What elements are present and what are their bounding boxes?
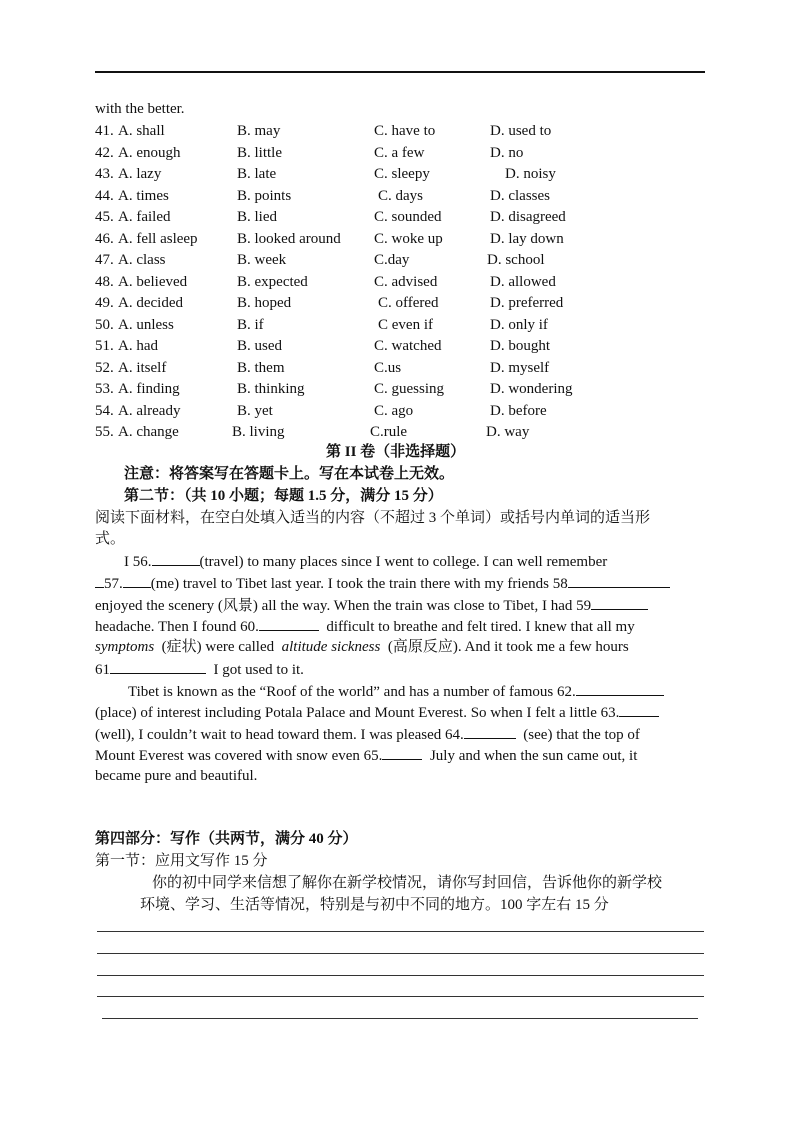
option-b[interactable]: B. looked around bbox=[237, 230, 341, 247]
option-d[interactable]: D. allowed bbox=[490, 273, 556, 290]
question-row bbox=[0, 337, 800, 358]
question-row bbox=[0, 380, 800, 401]
volume2-title: 第 II 卷（非选择题） bbox=[326, 444, 466, 460]
option-c[interactable]: C. advised bbox=[374, 273, 438, 290]
option-c[interactable]: C. ago bbox=[374, 402, 414, 419]
question-number: 45. bbox=[95, 209, 114, 225]
question-number: 55. bbox=[95, 424, 114, 440]
question-number: 47. bbox=[95, 252, 114, 268]
question-number: 46. bbox=[95, 230, 114, 247]
question-number: 50. bbox=[95, 316, 114, 333]
question-row bbox=[0, 423, 800, 444]
option-d[interactable]: D. classes bbox=[490, 187, 550, 204]
passage-line: (well), I couldn’t wait to head toward them. I was pleased 64. (see) that the top of bbox=[95, 724, 640, 744]
option-a[interactable]: A. unless bbox=[118, 316, 174, 333]
option-a[interactable]: A. finding bbox=[118, 381, 180, 397]
question-row bbox=[0, 402, 800, 423]
option-c[interactable]: C. have to bbox=[374, 123, 436, 139]
option-b[interactable]: B. may bbox=[237, 123, 281, 139]
blank-58[interactable] bbox=[568, 573, 670, 588]
option-d[interactable]: D. only if bbox=[490, 316, 548, 333]
option-b[interactable]: B. expected bbox=[237, 273, 308, 290]
option-a[interactable]: A. decided bbox=[118, 295, 183, 311]
option-a[interactable]: A. failed bbox=[118, 209, 171, 225]
option-d[interactable]: D. disagreed bbox=[490, 209, 566, 225]
section1-title: 第一节：应用文写作 15 分 bbox=[95, 853, 268, 869]
note: 注意：将答案写在答题卡上。写在本试卷上无效。 bbox=[124, 466, 455, 482]
option-b[interactable]: B. lied bbox=[237, 209, 277, 225]
option-a[interactable]: A. fell asleep bbox=[118, 230, 198, 247]
passage-line: Tibet is known as the “Roof of the world” and has a number of famous 62. bbox=[128, 681, 664, 701]
question-number: 42. bbox=[95, 144, 114, 161]
question-number: 48. bbox=[95, 273, 114, 290]
question-number: 44. bbox=[95, 187, 114, 204]
option-a[interactable]: A. already bbox=[118, 402, 181, 419]
option-c[interactable]: C. sounded bbox=[374, 209, 442, 225]
question-row bbox=[0, 144, 800, 165]
option-c[interactable]: C. woke up bbox=[374, 230, 443, 247]
blank-59[interactable] bbox=[591, 595, 648, 610]
option-b[interactable]: B. if bbox=[237, 316, 264, 333]
option-b[interactable]: B. hoped bbox=[237, 295, 292, 311]
question-number: 41. bbox=[95, 123, 114, 139]
option-d[interactable]: D. no bbox=[490, 144, 524, 161]
option-c[interactable]: C. guessing bbox=[374, 381, 445, 397]
option-c[interactable]: C. sleepy bbox=[374, 166, 430, 182]
blank-62[interactable] bbox=[576, 681, 664, 696]
option-a[interactable]: A. times bbox=[118, 187, 169, 204]
blank-61[interactable] bbox=[110, 659, 206, 674]
passage-line: I 56. (travel) to many places since I went to college. I can well remember bbox=[124, 551, 607, 571]
blank-65[interactable] bbox=[382, 745, 422, 760]
task-line-1: 你的初中同学来信想了解你在新学校情况，请你写封回信，告诉他你的新学校 bbox=[152, 875, 663, 891]
question-row bbox=[0, 316, 800, 337]
blank-63[interactable] bbox=[619, 702, 659, 717]
question-number: 53. bbox=[95, 381, 114, 397]
passage-line: symptoms (症状) were called altitude sickness (高原反应). And it took me a few hours bbox=[95, 639, 629, 655]
passage-line: enjoyed the scenery (风景) all the way. When the train was close to Tibet, I had 59 bbox=[95, 595, 648, 615]
passage-line: 57. (me) travel to Tibet last year. I took the train there with my friends 58 bbox=[95, 573, 670, 593]
option-c[interactable]: C.rule bbox=[370, 424, 408, 440]
option-d[interactable]: D. before bbox=[490, 402, 547, 419]
writing-line[interactable] bbox=[97, 953, 704, 954]
option-a[interactable]: A. class bbox=[118, 252, 166, 268]
passage-line: (place) of interest including Potala Palace and Mount Everest. So when I felt a little 63. bbox=[95, 702, 659, 722]
question-row bbox=[0, 122, 800, 143]
option-b[interactable]: B. living bbox=[232, 424, 285, 440]
option-d[interactable]: D. myself bbox=[490, 359, 550, 376]
passage-line: Mount Everest was covered with snow even 65. July and when the sun came out, it bbox=[95, 745, 637, 765]
option-a[interactable]: A. lazy bbox=[118, 166, 162, 182]
section2-title: 第二节：（共 10 小题；每题 1.5 分，满分 15 分） bbox=[124, 488, 443, 504]
blank-pre-57 bbox=[95, 573, 104, 588]
option-d[interactable]: D. school bbox=[487, 252, 545, 268]
option-c[interactable]: C. days bbox=[378, 187, 423, 204]
option-b[interactable]: B. points bbox=[237, 187, 292, 204]
instruction-line-1: 阅读下面材料，在空白处填入适当的内容（不超过 3 个单词）或括号内单词的适当形 bbox=[95, 510, 651, 526]
option-d[interactable]: D. lay down bbox=[490, 230, 564, 247]
option-c[interactable]: C.us bbox=[374, 359, 402, 376]
writing-line[interactable] bbox=[97, 996, 704, 997]
blank-60[interactable] bbox=[259, 616, 319, 631]
question-row bbox=[0, 273, 800, 294]
option-d[interactable]: D. preferred bbox=[490, 295, 564, 311]
option-b[interactable]: B. little bbox=[237, 144, 282, 161]
passage-line: became pure and beautiful. bbox=[95, 768, 258, 784]
writing-line[interactable] bbox=[102, 1018, 698, 1019]
option-b[interactable]: B. yet bbox=[237, 402, 273, 419]
option-c[interactable]: C. offered bbox=[378, 295, 439, 311]
option-d[interactable]: D. noisy bbox=[505, 166, 556, 182]
instruction-line-2: 式。 bbox=[95, 531, 126, 547]
option-a[interactable]: A. change bbox=[118, 424, 179, 440]
option-b[interactable]: B. week bbox=[237, 252, 287, 268]
question-number: 43. bbox=[95, 166, 114, 182]
option-c[interactable]: C. watched bbox=[374, 338, 442, 354]
question-row bbox=[0, 359, 800, 380]
blank-56[interactable] bbox=[152, 551, 200, 566]
option-a[interactable]: A. itself bbox=[118, 359, 167, 376]
blank-57[interactable] bbox=[123, 573, 151, 588]
option-b[interactable]: B. late bbox=[237, 166, 277, 182]
question-row bbox=[0, 187, 800, 208]
option-b[interactable]: B. used bbox=[237, 338, 282, 354]
option-a[interactable]: A. shall bbox=[118, 123, 165, 139]
passage-line: headache. Then I found 60. difficult to breathe and felt tired. I knew that all my bbox=[95, 616, 635, 636]
option-b[interactable]: B. them bbox=[237, 359, 285, 376]
option-a[interactable]: A. had bbox=[118, 338, 158, 354]
option-c[interactable]: C even if bbox=[378, 316, 433, 333]
blank-64[interactable] bbox=[464, 724, 516, 739]
question-number: 54. bbox=[95, 402, 114, 419]
part4-title: 第四部分：写作（共两节，满分 40 分） bbox=[95, 831, 358, 847]
option-d[interactable]: D. way bbox=[486, 424, 530, 440]
header-rule bbox=[95, 71, 705, 73]
option-c[interactable]: C. a few bbox=[374, 144, 425, 161]
option-d[interactable]: D. bought bbox=[490, 338, 550, 354]
question-row bbox=[0, 251, 800, 272]
question-row bbox=[0, 230, 800, 251]
question-number: 49. bbox=[95, 295, 114, 311]
question-row bbox=[0, 294, 800, 315]
question-row bbox=[0, 165, 800, 186]
question-number: 52. bbox=[95, 359, 114, 376]
intro-tail: with the better. bbox=[95, 101, 185, 117]
option-b[interactable]: B. thinking bbox=[237, 381, 305, 397]
writing-line[interactable] bbox=[97, 975, 704, 976]
task-line-2: 环境、学习、生活等情况，特别是与初中不同的地方。100 字左右 15 分 bbox=[140, 897, 609, 913]
option-d[interactable]: D. used to bbox=[490, 123, 552, 139]
option-a[interactable]: A. believed bbox=[118, 273, 188, 290]
option-c[interactable]: C.day bbox=[374, 252, 410, 268]
question-number: 51. bbox=[95, 338, 114, 354]
writing-line[interactable] bbox=[97, 931, 704, 932]
option-a[interactable]: A. enough bbox=[118, 144, 181, 161]
option-d[interactable]: D. wondering bbox=[490, 381, 573, 397]
question-row bbox=[0, 208, 800, 229]
passage-line: 61 I got used to it. bbox=[95, 659, 304, 679]
